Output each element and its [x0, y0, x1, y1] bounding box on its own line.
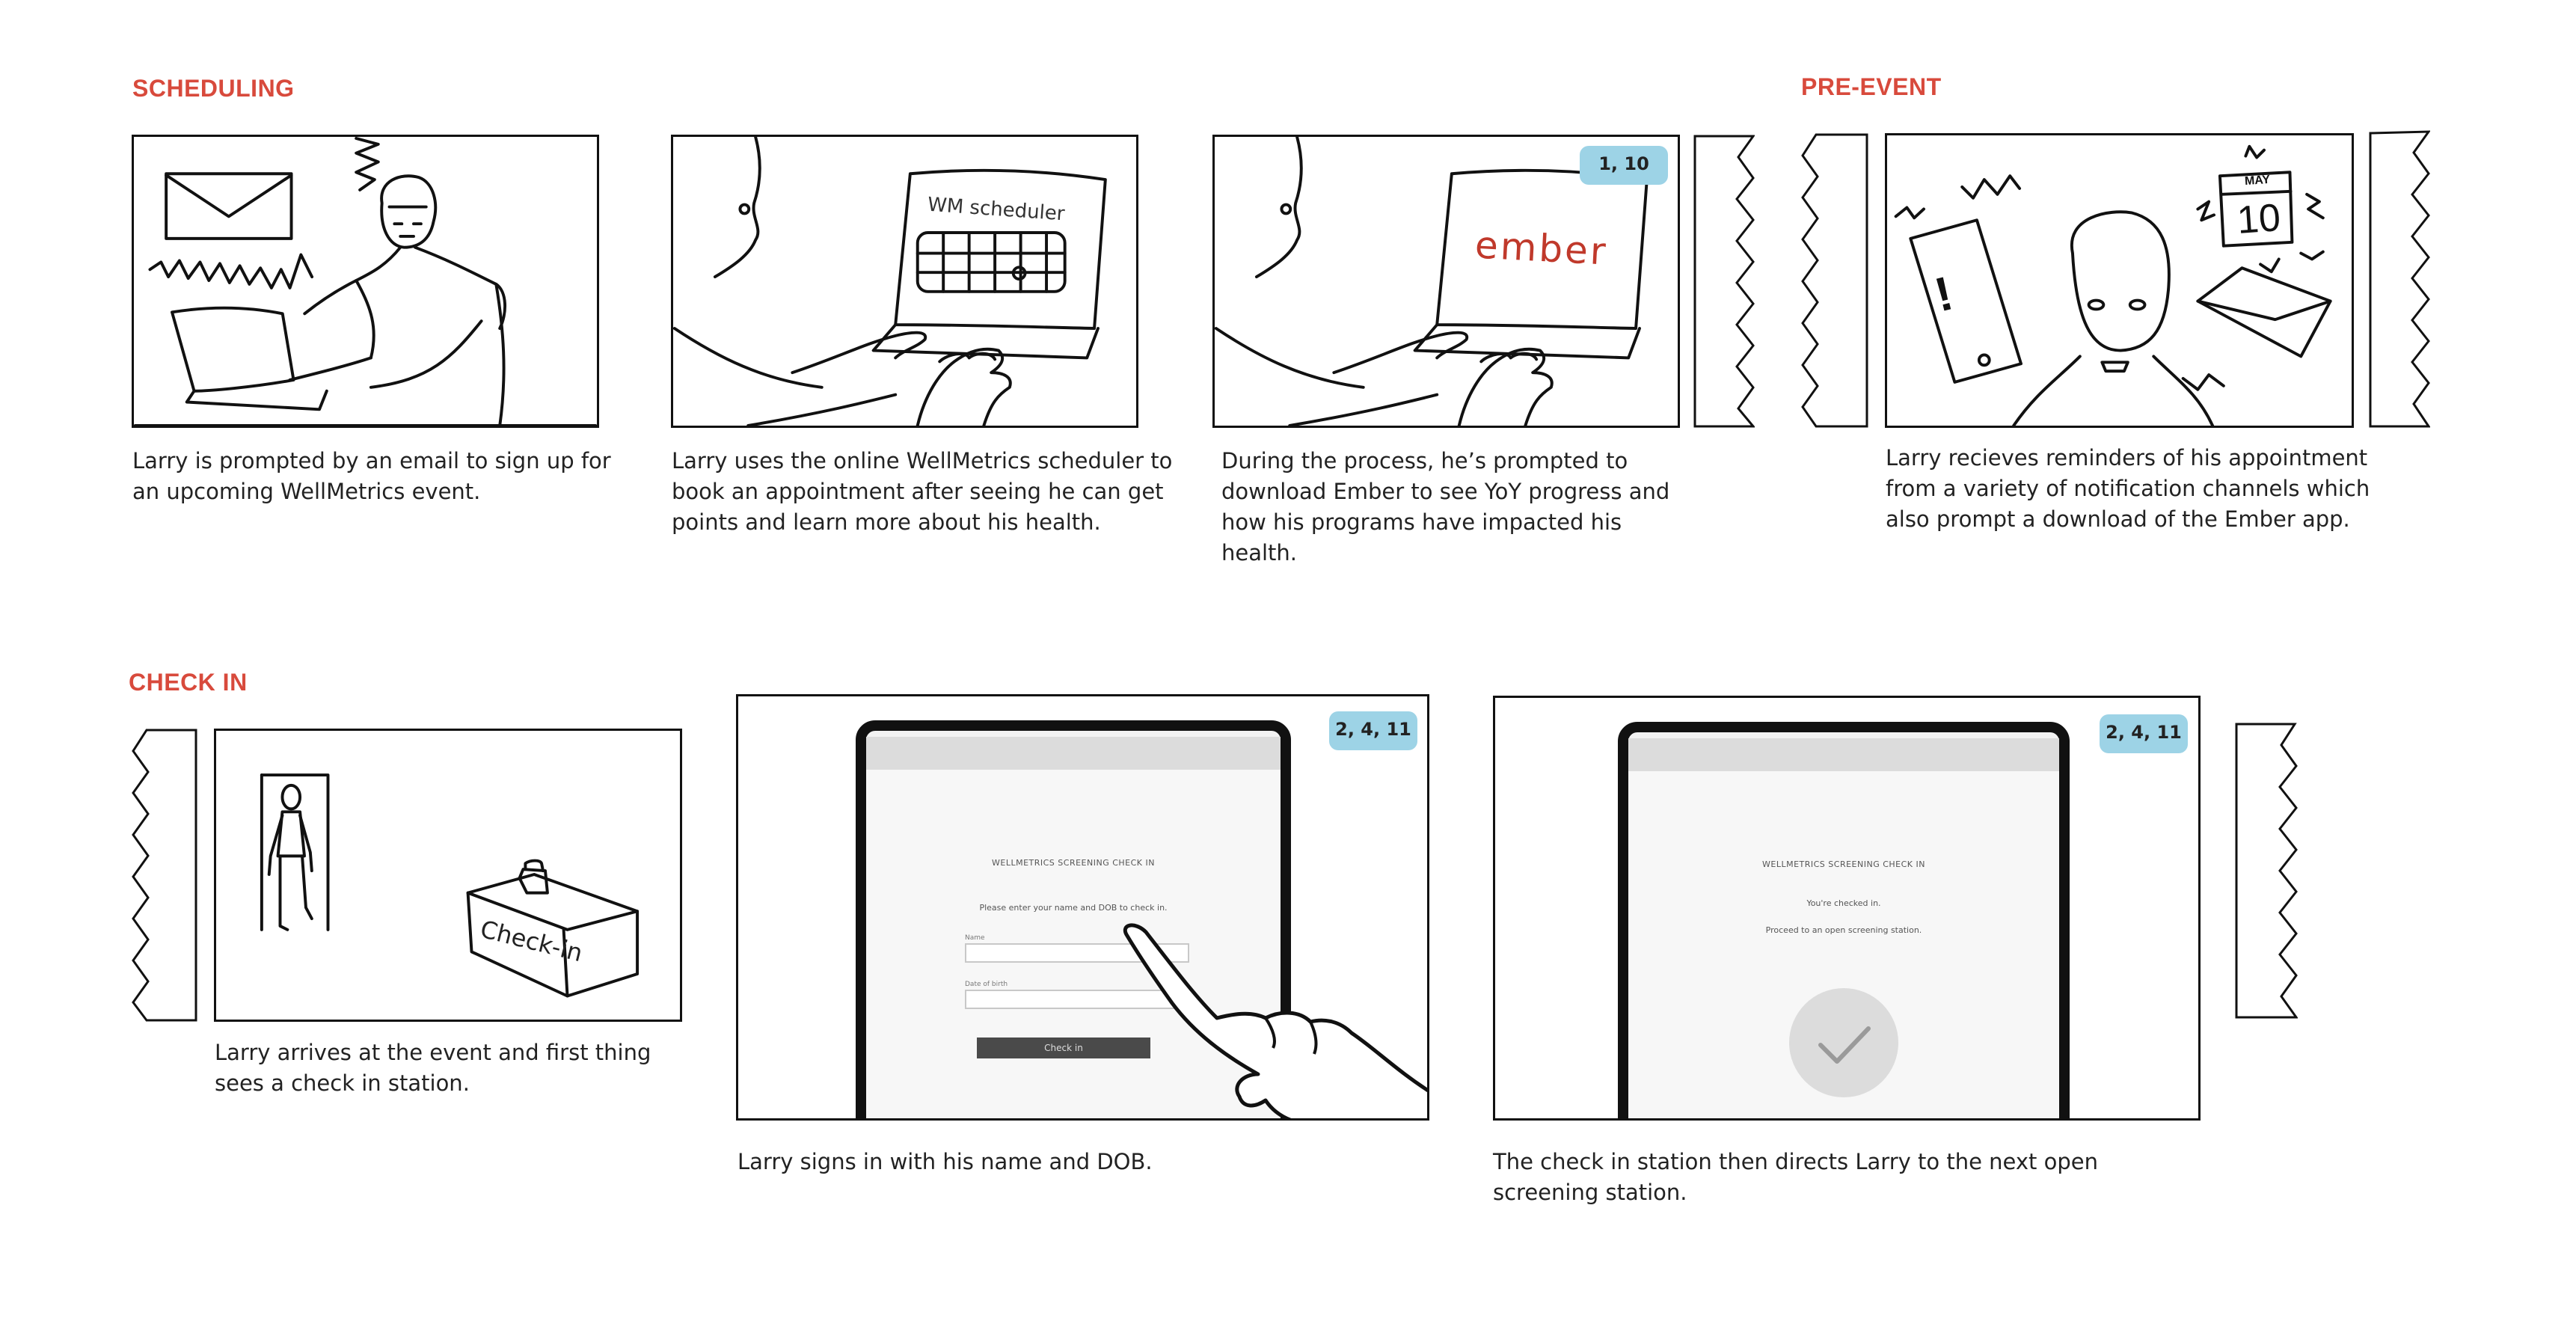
caption-ember-download: During the process, he’s prompted to download Ember to see YoY progress and how his programs have impacted his health.	[1221, 448, 1670, 566]
caption-scheduler: Larry uses the online WellMetrics scheduler to book an appointment after seeing he can get points and learn more about his health.	[672, 448, 1173, 535]
email-sketch-illustration	[134, 137, 597, 426]
ember-screen-label: ember	[1473, 223, 1609, 274]
panel-checked-in	[1493, 696, 2201, 1121]
phone-icon	[1910, 220, 2021, 382]
dob-field-label: Date of birth	[965, 981, 1008, 988]
section-title-pre-event: PRE-EVENT	[1801, 73, 1942, 100]
scheduler-screen-label: WM scheduler	[927, 193, 1066, 226]
panel-sign-in	[736, 694, 1429, 1121]
badge-sign-in: 2, 4, 11	[1329, 711, 1417, 750]
calendar-month: MAY	[2244, 173, 2271, 189]
panel-reminders	[1885, 133, 2354, 428]
caption-checked-in: The check in station then directs Larry to the next open screening station.	[1493, 1149, 2098, 1205]
reminders-sketch-illustration	[1887, 135, 2352, 426]
checked-in-directions: Proceed to an open screening station.	[1765, 925, 1922, 935]
tablet-header-bar	[866, 737, 1281, 770]
name-field-label: Name	[965, 934, 985, 942]
caption-arrival: Larry arrives at the event and first thing sees a check in station.	[215, 1040, 651, 1096]
tablet-header-bar	[1628, 738, 2059, 771]
scheduler-sketch-illustration	[673, 137, 1136, 426]
envelope-icon	[166, 174, 291, 239]
badge-checked-in: 2, 4, 11	[2100, 714, 2188, 753]
torn-edge-divider	[132, 729, 197, 1022]
screen-title: WELLMETRICS SCREENING CHECK IN	[992, 858, 1155, 868]
checkmark-icon	[1789, 988, 1898, 1097]
caption-email-prompt: Larry is prompted by an email to sign up for an upcoming WellMetrics event.	[132, 448, 611, 504]
arrival-sketch-illustration	[216, 731, 680, 1020]
torn-edge-divider	[1801, 133, 1868, 428]
tablet-frame	[1618, 722, 2070, 1121]
checked-in-status: You're checked in.	[1806, 898, 1881, 908]
screen-title: WELLMETRICS SCREENING CHECK IN	[1762, 859, 1925, 869]
badge-ember: 1, 10	[1580, 146, 1668, 185]
pointing-hand-illustration	[1112, 921, 1429, 1121]
panel-ember-download	[1212, 135, 1680, 428]
panel-arrival	[214, 729, 682, 1022]
calendar-day: 10	[2236, 196, 2282, 242]
section-title-check-in: CHECK IN	[129, 669, 248, 696]
screen-instructions: Please enter your name and DOB to check in.	[979, 903, 1168, 913]
torn-edge-divider	[2369, 130, 2430, 428]
panel-scheduler	[671, 135, 1138, 428]
tablet-screen	[1628, 771, 2059, 1121]
torn-edge-divider	[1693, 135, 1755, 428]
panel-email-prompt	[132, 135, 599, 428]
caption-reminders: Larry recieves reminders of his appointment from a variety of notification channels which also prompt a download of the Ember app.	[1886, 445, 2370, 532]
caption-sign-in: Larry signs in with his name and DOB.	[737, 1149, 1153, 1174]
phone-alert-mark: !	[1929, 266, 1958, 322]
envelope-icon	[2198, 268, 2330, 356]
torn-edge-divider	[2235, 723, 2298, 1019]
section-title-scheduling: SCHEDULING	[132, 75, 295, 102]
checkmark-glyph	[1789, 988, 1898, 1097]
check-in-button[interactable]: Check in	[977, 1038, 1150, 1058]
check-in-station-label: Check-in	[477, 914, 586, 968]
